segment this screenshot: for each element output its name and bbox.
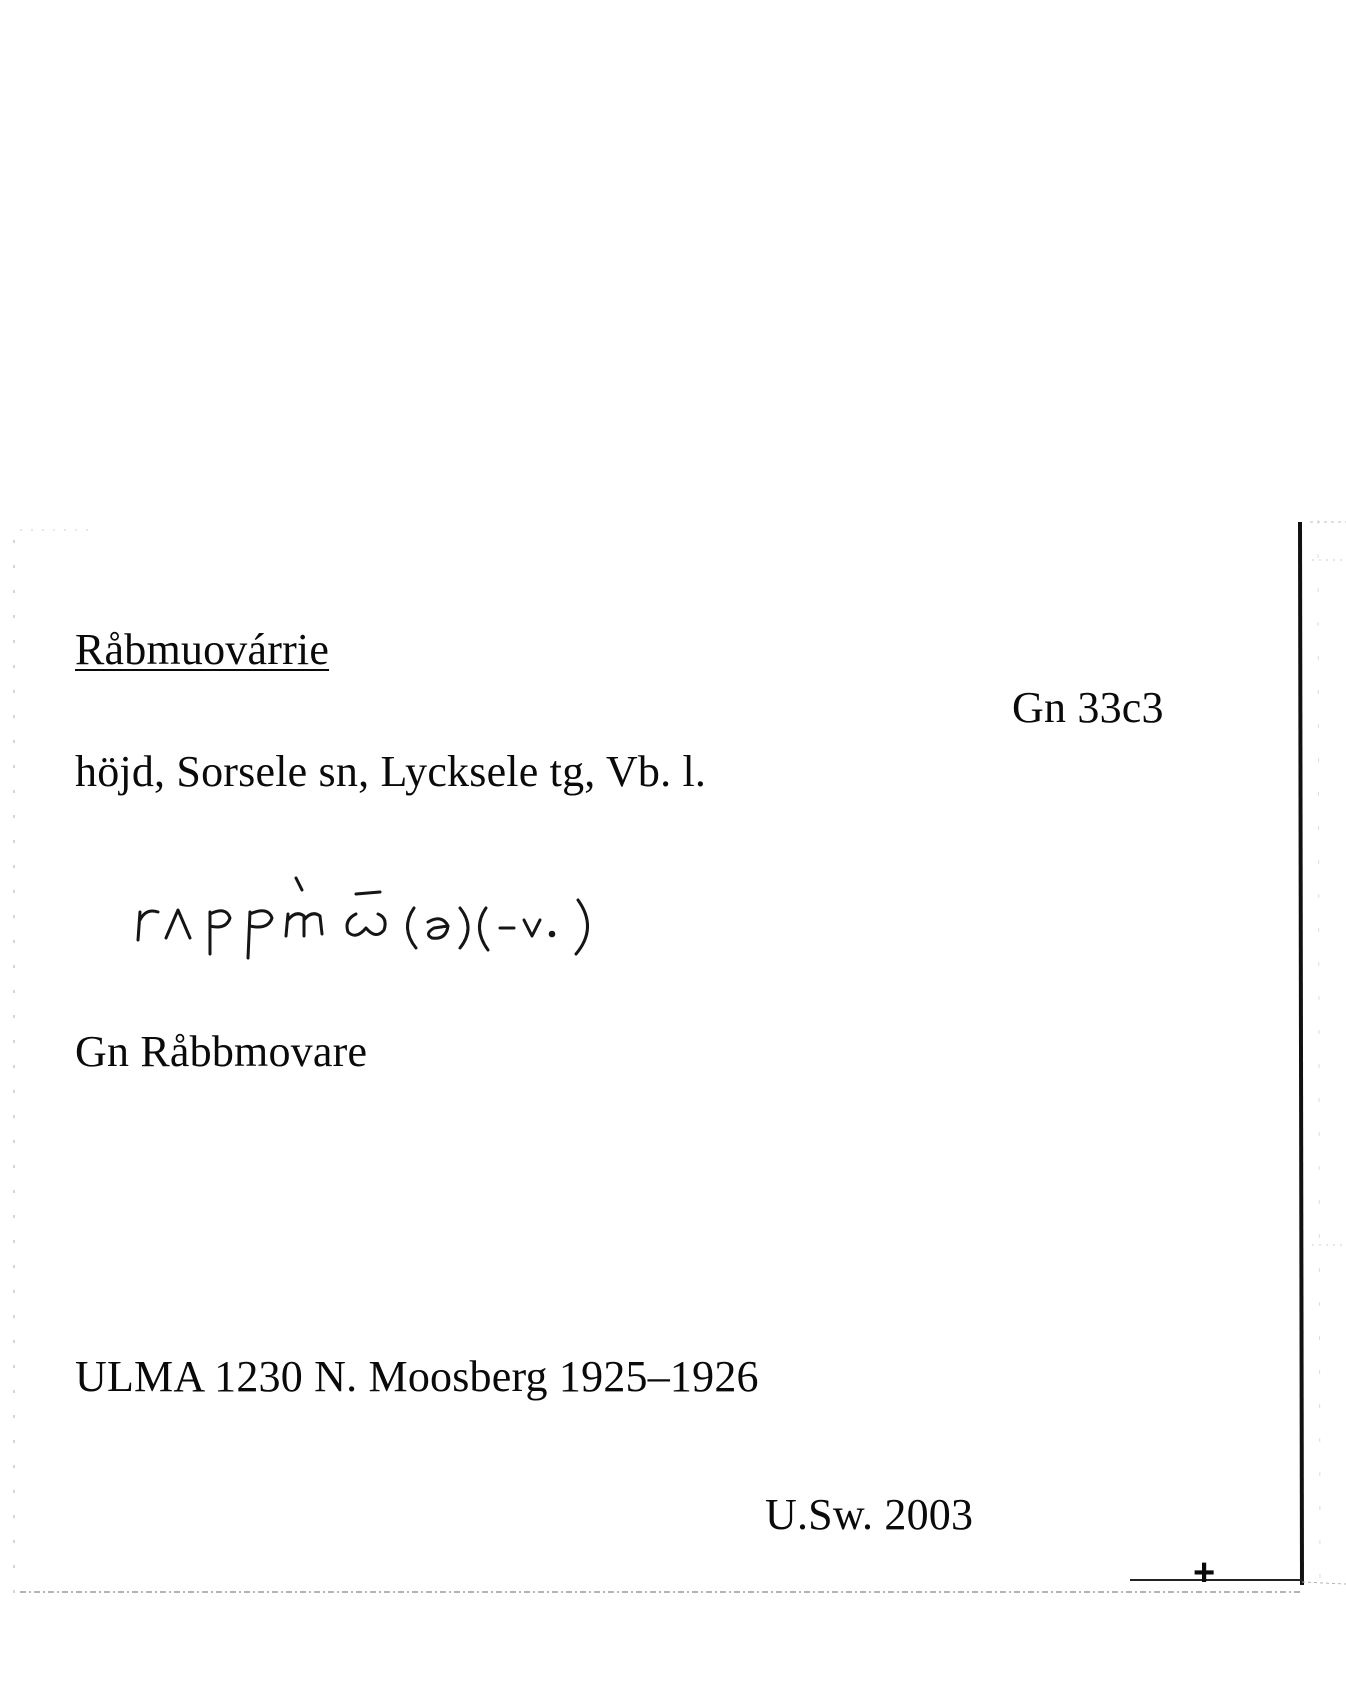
source-reference: ULMA 1230 N. Moosberg 1925–1926 [75,1352,759,1401]
headword: Råbmuovárrie [75,625,330,674]
description: höjd, Sorsele sn, Lycksele tg, Vb. l. [75,747,707,796]
corner-mark: + [1193,1552,1216,1594]
edition-reference: U.Sw. 2003 [765,1490,974,1539]
card-code: Gn 33c3 [1012,683,1164,732]
handwritten-transcription [130,850,650,960]
normalized-form: Gn Råbbmovare [75,1027,368,1076]
